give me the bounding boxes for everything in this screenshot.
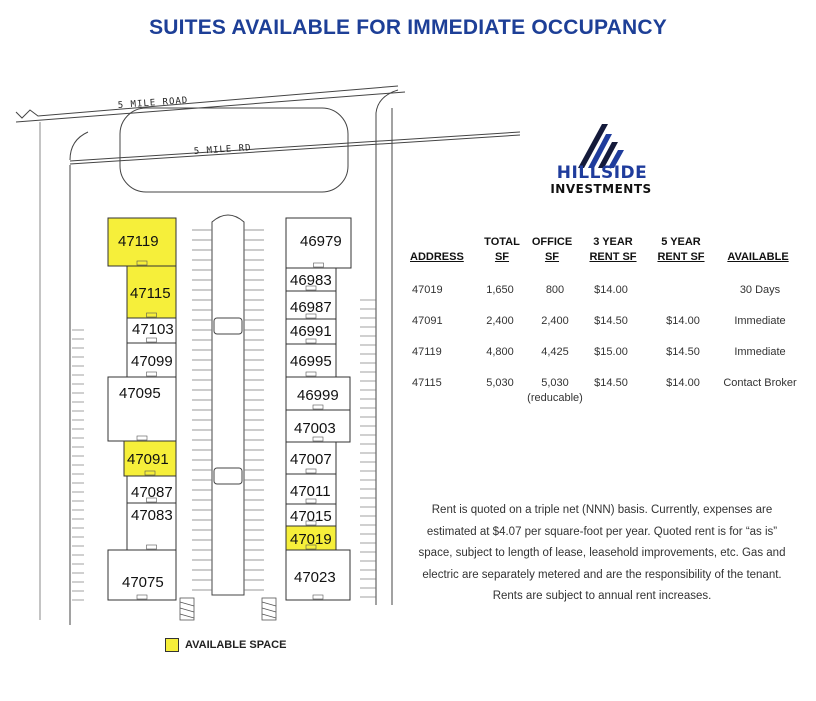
cell-address: 47019	[412, 284, 443, 296]
logo-name-hillside: HILLSIDE	[556, 163, 648, 183]
unit-label-46995: 46995	[290, 353, 332, 370]
unit-label-46987: 46987	[290, 299, 332, 316]
cell-total: 4,800	[486, 346, 514, 358]
header-available: AVAILABLE	[727, 251, 789, 263]
lease-note-line: estimated at $4.07 per square-foot per year. Quoted rent is for “as is”	[426, 525, 778, 538]
unit-label-47007: 47007	[290, 451, 332, 468]
cell-office: 4,425	[541, 346, 569, 358]
cell-address: 47115	[412, 377, 442, 389]
header-total: TOTAL SF	[484, 236, 520, 263]
unit-label-47023: 47023	[294, 569, 336, 586]
header-rent5: 5 YEAR RENT SF	[657, 236, 705, 263]
legend-label: AVAILABLE SPACE	[185, 639, 287, 651]
drive-label: 5 MILE RD	[193, 143, 252, 157]
cell-office: 800	[545, 284, 565, 296]
cell-office-note: (reducable)	[527, 392, 583, 404]
drive-direction-marks	[180, 598, 276, 620]
west-building	[108, 218, 176, 600]
page-title: SUITES AVAILABLE FOR IMMEDIATE OCCUPANCY	[149, 16, 667, 39]
cell-address: 47119	[412, 346, 442, 358]
header-office: OFFICE SF	[531, 236, 573, 263]
unit-label-47087: 47087	[131, 484, 173, 501]
unit-label-46999: 46999	[297, 387, 339, 404]
unit-label-46991: 46991	[290, 323, 332, 340]
lease-notes	[408, 500, 796, 608]
cell-available: 30 Days	[739, 284, 781, 296]
cell-available: Immediate	[734, 346, 786, 358]
cell-total: 2,400	[486, 315, 514, 327]
cell-rent3: $14.50	[594, 315, 628, 327]
cell-rent5: $14.00	[666, 377, 700, 389]
unit-label-47119: 47119	[118, 233, 159, 250]
unit-label-47115: 47115	[130, 285, 171, 302]
logo-name-investments: INVESTMENTS	[550, 182, 652, 196]
lease-note-line: electric are separately metered and are the responsibility of the tenant.	[422, 568, 782, 581]
unit-label-47003: 47003	[294, 420, 336, 437]
cell-rent3: $14.00	[594, 284, 628, 296]
header-address: ADDRESS	[410, 251, 464, 263]
lease-note-line: Rent is quoted on a triple net (NNN) basis. Currently, expenses are	[431, 504, 773, 516]
cell-available: Immediate	[734, 315, 786, 327]
legend-swatch-available	[165, 638, 179, 652]
unit-label-47095: 47095	[119, 385, 161, 402]
cell-rent5: $14.50	[666, 346, 700, 358]
unit-label-47083: 47083	[131, 507, 173, 524]
cell-office: 2,400	[541, 315, 569, 327]
unit-label-47011: 47011	[290, 483, 331, 500]
unit-label-46979: 46979	[300, 233, 342, 250]
unit-label-47103: 47103	[132, 321, 174, 338]
east-building	[286, 218, 351, 600]
unit-label-47015: 47015	[290, 508, 332, 525]
unit-label-47099: 47099	[131, 353, 173, 370]
cell-address: 47091	[412, 315, 443, 327]
road-label: 5 MILE ROAD	[117, 95, 189, 111]
unit-label-46983: 46983	[290, 272, 332, 289]
cell-total: 1,650	[486, 284, 514, 296]
lease-note-line: space, subject to length of lease, leasehold improvements, etc. Gas and	[418, 547, 786, 559]
cell-available: Contact Broker	[723, 377, 797, 389]
cell-rent5: $14.00	[666, 315, 700, 327]
cell-rent3: $15.00	[594, 346, 628, 358]
cell-rent3: $14.50	[594, 377, 628, 389]
header-rent3: 3 YEAR RENT SF	[589, 236, 637, 263]
unit-label-47075: 47075	[122, 574, 164, 591]
cell-office: 5,030	[541, 377, 569, 389]
unit-label-47091: 47091	[127, 451, 169, 468]
unit-label-47019: 47019	[290, 531, 332, 548]
lease-note-line: Rents are subject to annual rent increases.	[492, 590, 712, 602]
cell-total: 5,030	[486, 377, 514, 389]
